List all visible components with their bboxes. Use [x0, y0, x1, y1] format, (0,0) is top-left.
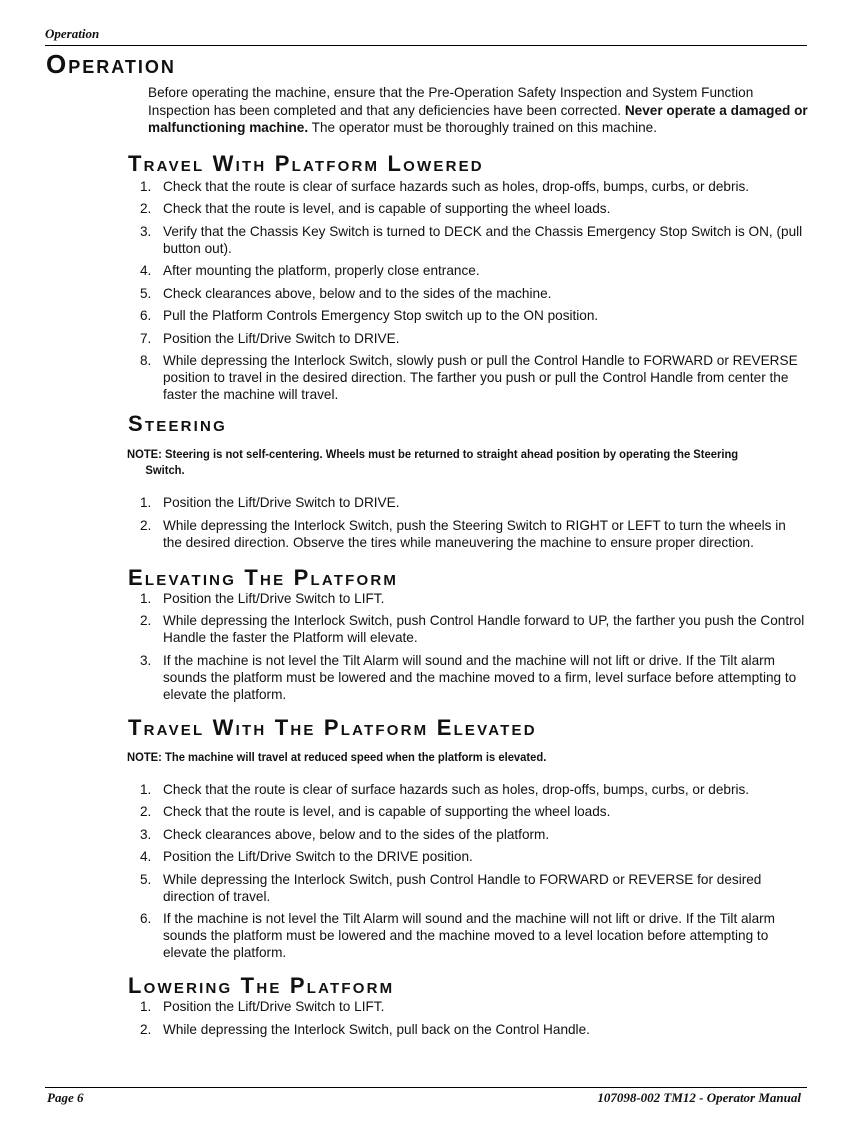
section-title: Lowering The Platform	[128, 973, 395, 998]
step-number: 7.	[140, 330, 152, 346]
step-number: 3.	[140, 652, 152, 668]
page-footer	[45, 1087, 807, 1105]
step-text: Position the Lift/Drive Switch to the DRIVE position.	[163, 849, 473, 864]
step-number: 1.	[140, 590, 152, 606]
step-item	[128, 352, 808, 403]
step-text: Check that the route is level, and is capable of supporting the wheel loads.	[163, 201, 611, 216]
section-steering	[128, 412, 808, 551]
step-text: Pull the Platform Controls Emergency Stop switch up to the ON position.	[163, 308, 599, 323]
step-item	[128, 781, 808, 798]
step-item	[128, 517, 808, 551]
step-text: Position the Lift/Drive Switch to LIFT.	[163, 590, 385, 606]
step-list	[128, 178, 808, 404]
step-text: Check that the route is clear of surface hazards such as holes, drop-offs, bumps, curbs, or debris.	[163, 781, 750, 797]
step-number: 2.	[140, 804, 152, 819]
step-number: 5.	[140, 871, 152, 887]
step-number: 3.	[140, 826, 152, 842]
step-number: 5.	[140, 285, 152, 301]
step-text: Position the Lift/Drive Switch to LIFT.	[163, 999, 385, 1014]
step-number: 4.	[140, 849, 152, 864]
step-text: Check clearances above, below and to the sides of the machine.	[163, 285, 552, 301]
section-title: Travel With The Platform Elevated	[128, 714, 537, 740]
step-list	[128, 781, 808, 962]
step-text: After mounting the platform, properly close entrance.	[163, 263, 480, 278]
step-number: 2.	[140, 613, 152, 628]
step-text: Verify that the Chassis Key Switch is turned to DECK and the Chassis Emergency Stop Switch is ON, (pull button out).	[163, 223, 803, 256]
step-item	[128, 178, 808, 195]
step-number: 1.	[140, 781, 152, 797]
step-number: 6.	[140, 308, 152, 323]
step-item	[128, 1021, 808, 1038]
intro-warning: Never operate a damaged or malfunctioning machine.	[148, 102, 808, 135]
section-elevating	[128, 566, 808, 703]
page-title: Operation	[46, 49, 176, 79]
intro-paragraph	[148, 84, 808, 137]
step-item	[128, 200, 808, 217]
section-title: Elevating The Platform	[128, 564, 399, 590]
step-item	[128, 652, 808, 703]
intro-text-end: The operator must be thoroughly trained on this machine.	[308, 120, 657, 135]
step-item	[128, 998, 808, 1015]
step-text: Check that the route is clear of surface hazards such as holes, drop-offs, bumps, curbs, or debris.	[163, 178, 750, 194]
section-title: Travel With Platform Lowered	[128, 150, 484, 176]
step-text: While depressing the Interlock Switch, push Control Handle to FORWARD or REVERSE for desired direction of travel.	[163, 871, 762, 904]
step-item	[128, 803, 808, 820]
step-list	[128, 998, 808, 1038]
step-number: 2.	[140, 201, 152, 216]
document-id: 107098-002 TM12 - Operator Manual	[597, 1090, 801, 1105]
page-number: Page 6	[47, 1090, 84, 1105]
step-number: 2.	[140, 517, 152, 533]
note-text: NOTE: The machine will travel at reduced speed when the platform is elevated.	[127, 749, 547, 764]
step-item	[128, 494, 808, 511]
note-text-continued: Switch.	[145, 463, 185, 477]
step-number: 4.	[140, 263, 152, 278]
step-text: While depressing the Interlock Switch, pull back on the Control Handle.	[163, 1021, 590, 1037]
step-text: While depressing the Interlock Switch, push Control Handle forward to UP, the farther you push the Control Handle the faster the Platform will elevate.	[163, 613, 805, 645]
step-list	[128, 590, 808, 703]
step-number: 3.	[140, 223, 152, 239]
step-number: 1.	[140, 178, 152, 194]
step-number: 2.	[140, 1021, 152, 1037]
step-text: Check clearances above, below and to the sides of the platform.	[163, 826, 550, 842]
step-item	[128, 590, 808, 607]
step-text: While depressing the Interlock Switch, push the Steering Switch to RIGHT or LEFT to turn the wheels in the desired direction. Observe the tires while maneuvering the machine to ensure proper direction.	[163, 517, 786, 550]
section-travel-elevated	[128, 716, 808, 962]
step-item	[128, 612, 808, 646]
step-item	[128, 307, 808, 324]
note	[127, 446, 789, 478]
step-item	[128, 223, 808, 257]
step-text: Position the Lift/Drive Switch to DRIVE.	[163, 495, 400, 510]
step-number: 1.	[140, 495, 152, 510]
section-travel-lowered	[128, 152, 808, 404]
step-number: 8.	[140, 353, 152, 368]
step-number: 6.	[140, 911, 152, 926]
section-title: Steering	[128, 411, 227, 436]
step-text: If the machine is not level the Tilt Alarm will sound and the machine will not lift or drive. If the Tilt alarm sounds the platform must be lowered and the machine moved to a firm, level surface before attempting to elevate the platform.	[163, 652, 797, 702]
running-header	[45, 26, 807, 46]
step-item	[128, 285, 808, 302]
page-content	[128, 84, 808, 1043]
step-text: While depressing the Interlock Switch, slowly push or pull the Control Handle to FORWARD or REVERSE position to travel in the desired direction. The farther you push or pull the Control Handle from center the faster the machine will travel.	[163, 353, 798, 402]
note	[127, 749, 789, 765]
step-item	[128, 262, 808, 279]
note-text: NOTE: Steering is not self-centering. Wheels must be returned to straight ahead position by operating the Steering	[127, 447, 739, 461]
step-item	[128, 330, 808, 347]
step-list	[128, 494, 808, 551]
step-item	[128, 826, 808, 843]
step-item	[128, 848, 808, 865]
step-text: If the machine is not level the Tilt Alarm will sound and the machine will not lift or drive. If the Tilt alarm sounds the platform must be lowered and the machine moved to a level location before attempting to elevate the platform.	[163, 911, 775, 960]
step-text: Position the Lift/Drive Switch to DRIVE.	[163, 330, 400, 346]
step-number: 1.	[140, 999, 152, 1014]
section-lowering	[128, 974, 808, 1038]
intro-text: Before operating the machine, ensure that the Pre-Operation Safety Inspection and System Function Inspection has been completed and that any deficiencies have been corrected.	[148, 85, 754, 118]
step-text: Check that the route is level, and is capable of supporting the wheel loads.	[163, 804, 611, 819]
step-item	[128, 910, 808, 961]
running-header-title: Operation	[45, 26, 100, 41]
step-item	[128, 871, 808, 905]
